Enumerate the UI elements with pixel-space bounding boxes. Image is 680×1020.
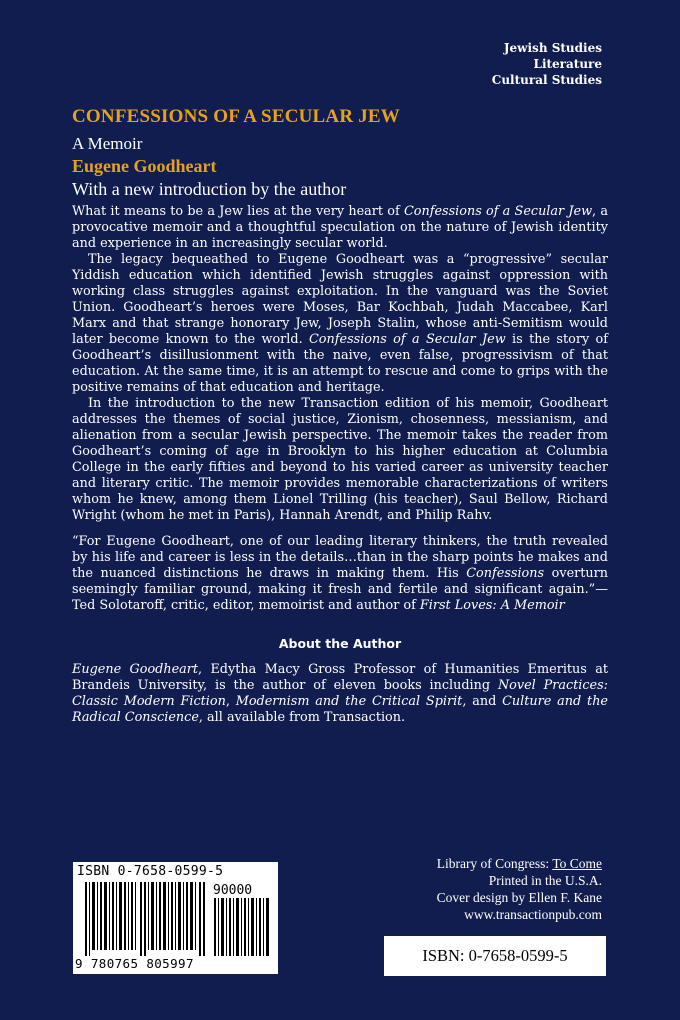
book-subtitle: A Memoir bbox=[72, 134, 143, 153]
barcode bbox=[73, 862, 278, 974]
text: The legacy bequeathed to Eugene Goodheart was a “progressive” secular Yiddish education which identified Jewish struggles against oppression with working class struggles against exploitation. In the vanguard was the Soviet Union. Goodheart’s heroes were Moses, Bar Kochbah, Judah Maccabee, Karl Marx and that strange honorary Jew, Joseph Stalin, whose anti-Semitism would later become known to the world. bbox=[72, 252, 608, 347]
text: is the story of Goodheart’s disillusionment with the naive, even false, progressivism of that education. At the same time, it is an attempt to rescue and come to grips with the positive remains of that education and heritage. bbox=[72, 332, 609, 395]
category-list bbox=[492, 40, 602, 88]
text: “For Eugene Goodheart, one of our leading literary thinkers, the truth revealed by his life and career is less in the details…than in the sharp points he makes and the nuanced distinctions he draws in making them. His bbox=[72, 534, 608, 581]
ean-bars bbox=[83, 882, 207, 956]
loc-value: To Come bbox=[552, 856, 602, 871]
italic-title: Confessions of a Secular Jew bbox=[403, 204, 593, 219]
paragraph-3: In the introduction to the new Transaction edition of his memoir, Goodheart addresses the themes of social justice, Zionism, chosenness, messianism, and alienation from a secular Jewish perspective. The memoir takes the reader from Goodheart’s coming of age in Brooklyn to his higher education at Columbia College in the early fifties and beyond to his varied career as university teacher and literary critic. The memoir provides memorable characterizations of writers whom he knew, among them Lionel Trilling (his teacher), Saul Bellow, Richard Wright (whom he met in Paris), Hannah Arendt, and Philip Rahv. bbox=[72, 396, 608, 523]
paragraph-1 bbox=[72, 204, 608, 252]
loc-line bbox=[437, 855, 602, 872]
design-credit: Cover design by Ellen F. Kane bbox=[436, 890, 602, 905]
addon-bars bbox=[213, 898, 271, 956]
new-intro-line: With a new introduction by the author bbox=[72, 179, 347, 199]
italic-title: Modernism and the Critical Spirit bbox=[235, 694, 463, 709]
ean-digits: 9 780765 805997 bbox=[75, 956, 194, 971]
text: , a provocative memoir and a thoughtful speculation on the nature of Jewish identity and experience in an increasingly secular world. bbox=[72, 204, 608, 251]
author-name: Eugene Goodheart bbox=[72, 156, 217, 176]
text: , and bbox=[462, 694, 503, 709]
text: , bbox=[225, 694, 236, 709]
printed-line: Printed in the U.S.A. bbox=[488, 873, 602, 888]
addon-digits: 90000 bbox=[213, 883, 253, 898]
publisher-url: www.transactionpub.com bbox=[464, 907, 602, 922]
italic-title: Culture and the Radical Conscience bbox=[72, 694, 609, 725]
review-quote bbox=[72, 534, 608, 614]
book-title: CONFESSIONS OF A SECULAR JEW bbox=[72, 106, 400, 127]
title-block bbox=[72, 106, 612, 200]
barcode-isbn-text: ISBN 0-7658-0599-5 bbox=[77, 864, 224, 879]
about-heading: About the Author bbox=[278, 636, 402, 651]
paragraph-2 bbox=[72, 252, 608, 396]
category-jewish-studies: Jewish Studies bbox=[503, 41, 602, 55]
category-cultural-studies: Cultural Studies bbox=[491, 73, 602, 87]
italic-title: Confessions of a Secular Jew bbox=[309, 332, 506, 347]
italic-title: First Loves: A Memoir bbox=[419, 598, 565, 613]
loc-label: Library of Congress: bbox=[436, 856, 553, 871]
publication-info bbox=[437, 855, 602, 923]
text: , Edytha Macy Gross Professor of Humanities Emeritus at Brandeis University, is the author of eleven books including bbox=[72, 662, 608, 693]
italic-title: Novel Practices: Classic Modern Fiction bbox=[72, 678, 608, 709]
text: , all available from Transaction. bbox=[198, 710, 406, 725]
about-paragraph bbox=[72, 662, 608, 726]
isbn-box: ISBN: 0-7658-0599-5 bbox=[384, 936, 606, 976]
italic-title: Confessions bbox=[466, 566, 545, 581]
italic-name: Eugene Goodheart bbox=[72, 662, 199, 677]
text: What it means to be a Jew lies at the very heart of bbox=[72, 204, 404, 219]
text: overturn seemingly familiar ground, making it fresh and fertile and significant again.”—Ted Solotaroff, critic, editor, memoirist and author of bbox=[72, 566, 609, 613]
category-literature: Literature bbox=[533, 57, 602, 71]
description-body bbox=[72, 204, 608, 726]
